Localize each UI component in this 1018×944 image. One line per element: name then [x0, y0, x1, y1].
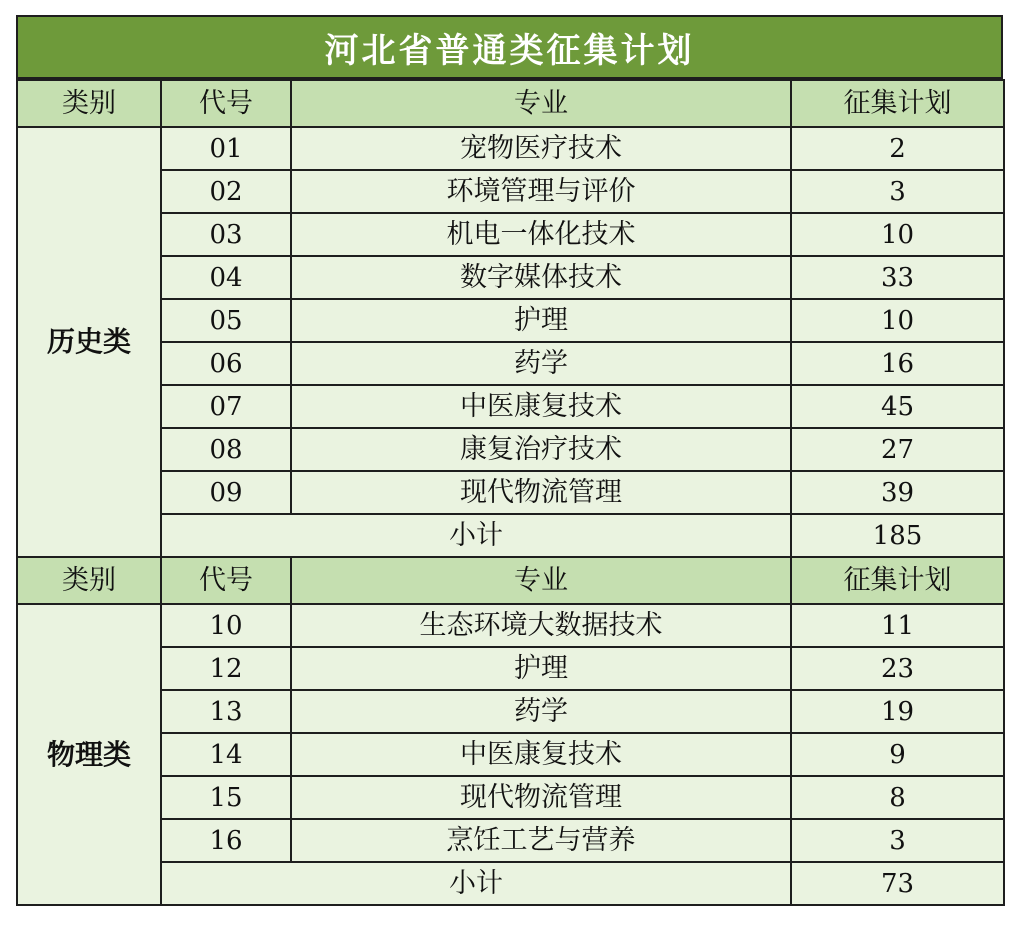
header-code: 代号: [161, 557, 291, 604]
table-row: [17, 127, 1004, 170]
plan-cell: 2: [791, 127, 1004, 170]
major-cell: 烹饪工艺与营养: [291, 819, 791, 862]
table-row: [17, 819, 1004, 862]
table-row: [17, 471, 1004, 514]
plan-table-body: [17, 80, 1004, 905]
code-cell: 02: [161, 170, 291, 213]
table-title: 河北省普通类征集计划: [16, 15, 1003, 79]
major-cell: 药学: [291, 690, 791, 733]
subtotal-label: 小计: [161, 514, 791, 557]
table-row: [17, 733, 1004, 776]
major-cell: 生态环境大数据技术: [291, 604, 791, 647]
major-cell: 药学: [291, 342, 791, 385]
subtotal-value: 185: [791, 514, 1004, 557]
major-cell: 康复治疗技术: [291, 428, 791, 471]
code-cell: 01: [161, 127, 291, 170]
header-category: 类别: [17, 80, 161, 127]
plan-cell: 3: [791, 819, 1004, 862]
table-row: [17, 170, 1004, 213]
code-cell: 04: [161, 256, 291, 299]
table-row: [17, 213, 1004, 256]
header-category: 类别: [17, 557, 161, 604]
plan-cell: 45: [791, 385, 1004, 428]
plan-cell: 10: [791, 299, 1004, 342]
subtotal-row: [17, 514, 1004, 557]
table-row: [17, 428, 1004, 471]
code-cell: 10: [161, 604, 291, 647]
plan-cell: 16: [791, 342, 1004, 385]
plan-cell: 8: [791, 776, 1004, 819]
subtotal-row: [17, 862, 1004, 905]
code-cell: 08: [161, 428, 291, 471]
code-cell: 15: [161, 776, 291, 819]
plan-cell: 27: [791, 428, 1004, 471]
code-cell: 05: [161, 299, 291, 342]
plan-cell: 19: [791, 690, 1004, 733]
plan-table: [16, 79, 1005, 906]
code-cell: 16: [161, 819, 291, 862]
plan-sheet: [16, 15, 1003, 906]
table-row: [17, 776, 1004, 819]
plan-cell: 3: [791, 170, 1004, 213]
code-cell: 12: [161, 647, 291, 690]
code-cell: 14: [161, 733, 291, 776]
table-row: [17, 604, 1004, 647]
table-row: [17, 342, 1004, 385]
plan-cell: 11: [791, 604, 1004, 647]
major-cell: 数字媒体技术: [291, 256, 791, 299]
major-cell: 宠物医疗技术: [291, 127, 791, 170]
table-row: [17, 690, 1004, 733]
code-cell: 07: [161, 385, 291, 428]
plan-cell: 39: [791, 471, 1004, 514]
subtotal-value: 73: [791, 862, 1004, 905]
subtotal-label: 小计: [161, 862, 791, 905]
header-row: [17, 80, 1004, 127]
table-row: [17, 385, 1004, 428]
header-major: 专业: [291, 557, 791, 604]
plan-cell: 33: [791, 256, 1004, 299]
major-cell: 护理: [291, 647, 791, 690]
category-cell: 历史类: [17, 127, 161, 557]
header-plan: 征集计划: [791, 80, 1004, 127]
major-cell: 护理: [291, 299, 791, 342]
table-row: [17, 299, 1004, 342]
plan-cell: 10: [791, 213, 1004, 256]
major-cell: 现代物流管理: [291, 776, 791, 819]
header-major: 专业: [291, 80, 791, 127]
table-row: [17, 647, 1004, 690]
plan-cell: 9: [791, 733, 1004, 776]
major-cell: 中医康复技术: [291, 385, 791, 428]
header-row: [17, 557, 1004, 604]
major-cell: 现代物流管理: [291, 471, 791, 514]
header-plan: 征集计划: [791, 557, 1004, 604]
table-row: [17, 256, 1004, 299]
category-cell: 物理类: [17, 604, 161, 905]
plan-cell: 23: [791, 647, 1004, 690]
code-cell: 03: [161, 213, 291, 256]
header-code: 代号: [161, 80, 291, 127]
major-cell: 中医康复技术: [291, 733, 791, 776]
major-cell: 机电一体化技术: [291, 213, 791, 256]
code-cell: 13: [161, 690, 291, 733]
code-cell: 06: [161, 342, 291, 385]
major-cell: 环境管理与评价: [291, 170, 791, 213]
code-cell: 09: [161, 471, 291, 514]
